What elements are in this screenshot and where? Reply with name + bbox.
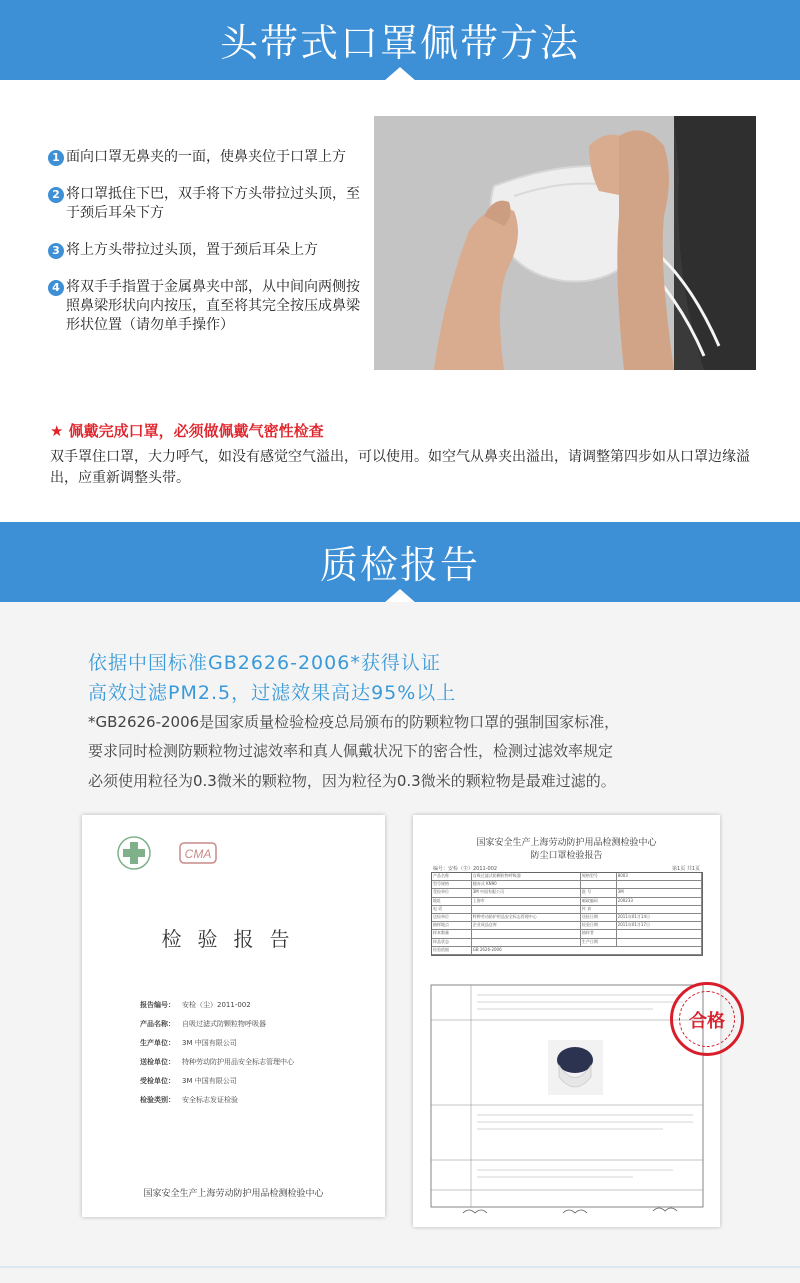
table-cell: 生产日期 xyxy=(581,939,617,946)
section-banner-wearing xyxy=(0,0,800,80)
field-value: 3M 中国有限公司 xyxy=(182,1039,237,1047)
table-cell: 受检单位 xyxy=(432,889,472,896)
field-label: 受检单位： xyxy=(140,1077,175,1085)
airtight-check-text: 双手罩住口罩，大力呼气，如没有感觉空气溢出，可以使用。如空气从鼻夹出溢出，请调整第四步如从口罩边缘溢出，应重新调整头带。 xyxy=(50,449,750,486)
report-field xyxy=(140,1076,237,1086)
report-subtitle: 防尘口罩检验报告 xyxy=(530,851,603,861)
table-cell: 随弃式 KN90 xyxy=(472,881,581,888)
wearing-steps xyxy=(48,148,368,353)
report-cover-graphics xyxy=(82,815,385,1217)
page-count: 第1页 共1页 xyxy=(672,866,700,872)
table-cell: 产品名称 xyxy=(432,873,472,880)
field-label: 生产单位： xyxy=(140,1039,175,1047)
svg-text:CMA: CMA xyxy=(184,847,212,861)
standard-note-line: 必须使用粒径为0.3微米的颗粒物，因为粒径为0.3微米的颗粒物是最难过滤的。 xyxy=(88,772,616,790)
table-cell: 抽样者 xyxy=(581,930,617,937)
table-cell: 传 真 xyxy=(581,906,617,913)
step-text: 将口罩抵住下巴，双手将下方头带拉过头顶，至于颈后耳朵下方 xyxy=(66,186,360,221)
table-cell: 电 话 xyxy=(432,906,472,913)
field-label: 报告编号： xyxy=(140,1001,175,1009)
inspection-emblem-icon xyxy=(118,837,150,869)
table-cell: 3M 中国有限公司 xyxy=(472,889,581,896)
field-label: 送检单位： xyxy=(140,1058,175,1066)
qualified-stamp xyxy=(670,982,744,1056)
step-item xyxy=(48,241,368,260)
mask-wearing-photo xyxy=(374,116,756,370)
table-cell: 邮政编码 xyxy=(581,898,617,905)
report-title: 检验报告 xyxy=(161,927,306,951)
issuing-center: 国家安全生产上海劳动防护用品检测检验中心 xyxy=(143,1189,324,1199)
table-cell: 自吸过滤式防颗粒物呼吸器 xyxy=(472,873,581,880)
inspection-report-cover xyxy=(82,815,385,1217)
section-title: 质检报告 xyxy=(319,543,480,587)
table-cell: 批 号 xyxy=(581,889,617,896)
table-cell: 2011年01月14日 xyxy=(617,914,702,921)
filtration-headline: 高效过滤PM2.5，过滤效果高达95%以上 xyxy=(88,682,457,704)
report-field xyxy=(140,1095,238,1105)
step-text: 将上方头带拉过头顶，置于颈后耳朵上方 xyxy=(66,242,318,258)
table-cell: 检验日期 xyxy=(581,922,617,929)
banner-notch xyxy=(384,67,416,81)
certification-headline: 依据中国标准GB2626-2006*获得认证 xyxy=(88,652,441,674)
field-value: 特种劳动防护用品安全标志管理中心 xyxy=(182,1058,294,1066)
report-number: 编号：安检（尘）2011-002 xyxy=(433,866,498,872)
table-cell: 3M xyxy=(617,889,702,896)
page-bottom-divider xyxy=(0,1266,800,1268)
table-cell: 样本数量 xyxy=(432,930,472,937)
mask-product-photo xyxy=(548,1040,603,1095)
stamp-text: 合格 xyxy=(689,1011,725,1032)
table-cell: 8003 xyxy=(617,873,702,880)
table-cell: 抽样地点 xyxy=(432,922,472,929)
table-cell: 送检日期 xyxy=(581,914,617,921)
table-cell: 送检单位 xyxy=(432,914,472,921)
step-number-badge: 3 xyxy=(48,243,64,259)
table-cell: 上海市 xyxy=(472,898,581,905)
field-value: 3M 中国有限公司 xyxy=(182,1077,237,1085)
standard-note-line: *GB2626-2006是国家质量检验检疫总局颁布的防颗粒物口罩的强制国家标准， xyxy=(88,713,620,731)
center-name: 国家安全生产上海劳动防护用品检测检验中心 xyxy=(476,838,657,848)
report-field xyxy=(140,1057,294,1067)
step-item xyxy=(48,148,368,167)
standard-note-line: 要求同时检测防颗粒物过滤效率和真人佩戴状况下的密合性，检测过滤效率规定 xyxy=(88,742,614,760)
field-value: 安检（尘）2011-002 xyxy=(182,1001,251,1009)
table-cell: 地址 xyxy=(432,898,472,905)
step-text: 面向口罩无鼻夹的一面，使鼻夹位于口罩上方 xyxy=(66,149,346,165)
field-label: 产品名称： xyxy=(140,1020,175,1028)
report-field xyxy=(140,1038,237,1048)
report-field xyxy=(140,1000,251,1010)
table-cell: GB 2626-2006 xyxy=(472,947,702,954)
table-cell: 检验依据 xyxy=(432,947,472,954)
table-cell: 2011年01月17日 xyxy=(617,922,702,929)
report-field xyxy=(140,1019,266,1029)
step-number-badge: 2 xyxy=(48,187,64,203)
section-banner-quality xyxy=(0,522,800,602)
step-item xyxy=(48,185,368,223)
table-cell: 样品状态 xyxy=(432,939,472,946)
step-number-badge: 1 xyxy=(48,150,64,166)
table-cell: 企业成品仓库 xyxy=(472,922,581,929)
step-item xyxy=(48,278,368,335)
banner-notch xyxy=(384,589,416,603)
step-number-badge: 4 xyxy=(48,280,64,296)
table-cell: 型号规格 xyxy=(432,881,472,888)
table-cell: 规格型号 xyxy=(581,873,617,880)
field-value: 自吸过滤式防颗粒物呼吸器 xyxy=(182,1020,266,1028)
hands-with-mask-illustration xyxy=(374,116,756,370)
airtight-check-heading: ★ 佩戴完成口罩，必须做佩戴气密性检查 xyxy=(50,422,324,440)
field-label: 检验类别： xyxy=(140,1096,175,1104)
step-text: 将双手手指置于金属鼻夹中部，从中间向两侧按 照鼻梁形状向内按压，直至将其完全按压成鼻梁形状位置（请勿单手操作） xyxy=(66,279,360,333)
table-cell: 特种劳动防护用品安全标志管理中心 xyxy=(472,914,581,921)
table-cell: 200233 xyxy=(617,898,702,905)
section-title: 头带式口罩佩带方法 xyxy=(219,21,580,65)
cma-logo-icon xyxy=(180,843,216,863)
field-value: 安全标志发证检验 xyxy=(182,1096,238,1104)
